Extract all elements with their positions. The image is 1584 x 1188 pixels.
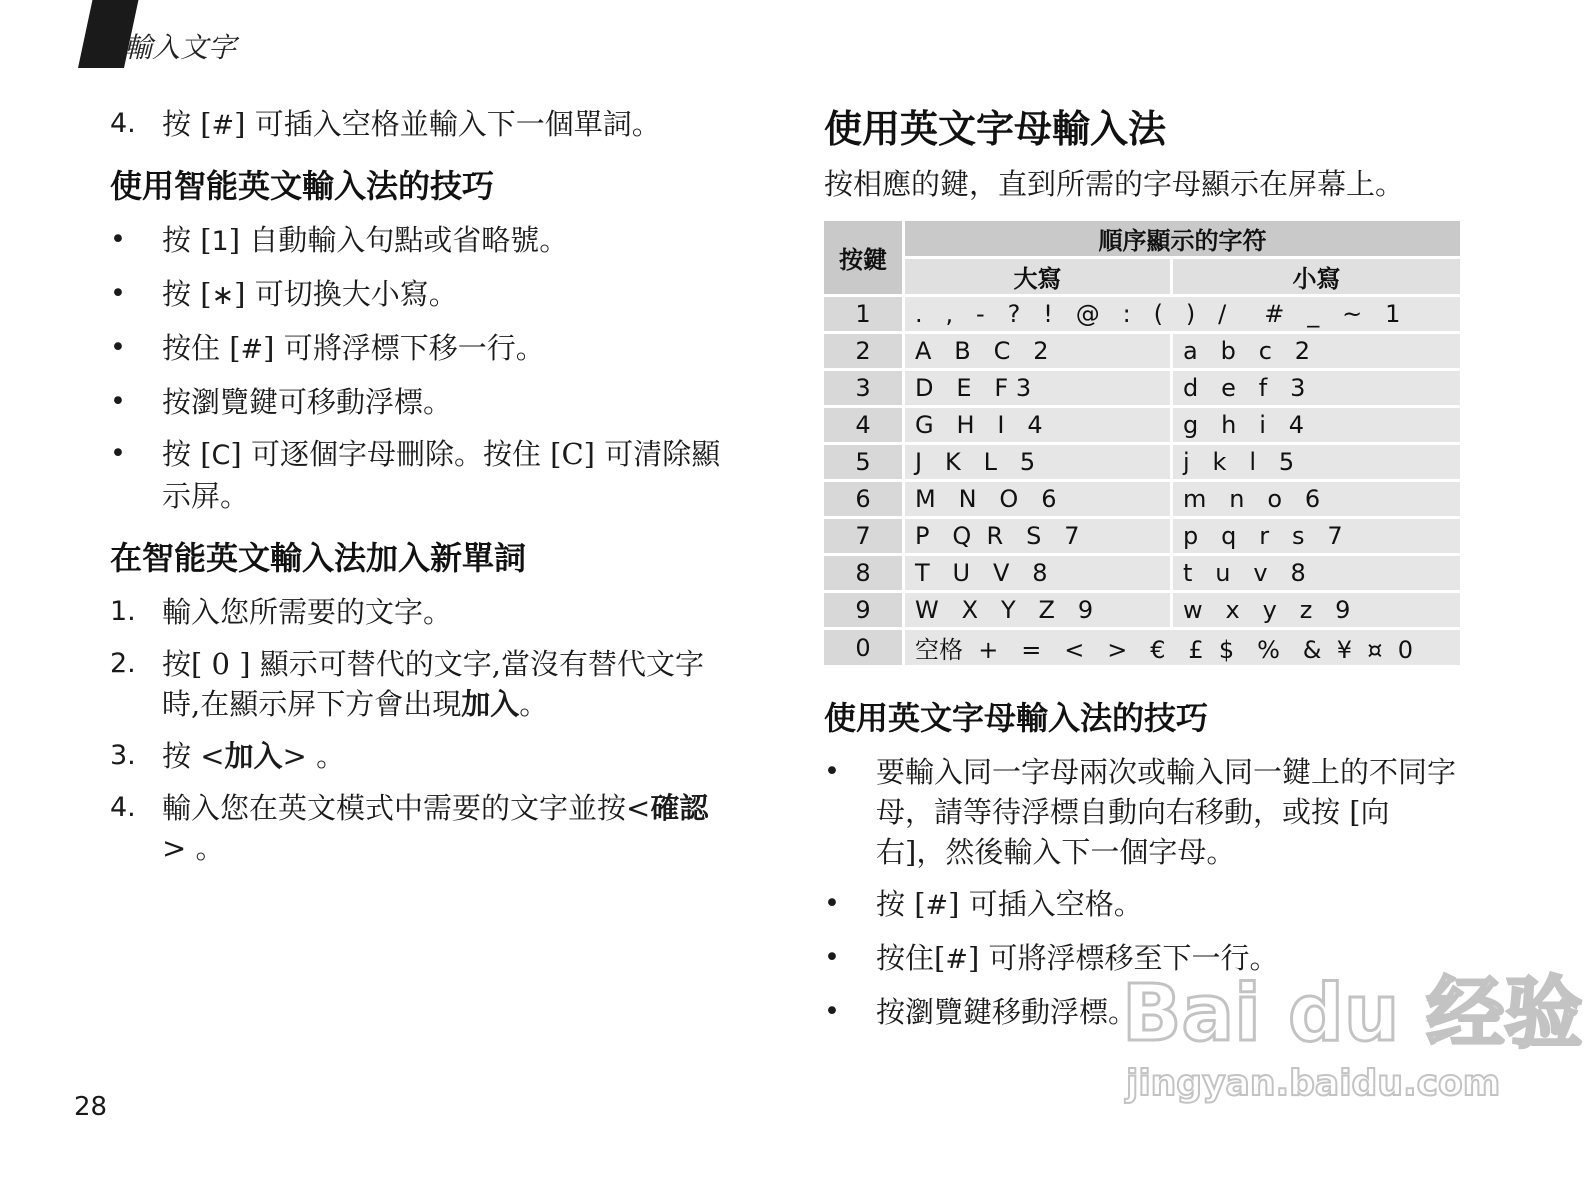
- section-title: 使用英文字母輸入法: [824, 107, 1167, 151]
- table-header-upper: 大寫: [905, 259, 1170, 294]
- step-number: 3.: [110, 740, 136, 771]
- lower-cell: m n o 6: [1173, 482, 1460, 516]
- tip-text: 按 [: [162, 223, 212, 257]
- table-row: [824, 630, 1460, 665]
- step-item: [110, 644, 742, 724]
- key-cell: 2: [824, 334, 902, 368]
- table-row: [824, 445, 1460, 479]
- tip-text: ] 自動輸入句點或省略號。: [228, 223, 569, 257]
- key-label: #: [240, 334, 264, 365]
- upper-cell: D E F 3: [905, 371, 1170, 405]
- list-item: [824, 938, 1474, 980]
- tip-text: ] 可將浮標下移一行。: [263, 331, 545, 365]
- list-item: [110, 382, 760, 422]
- table-header-key: 按鍵: [824, 221, 902, 294]
- key-label: 1: [211, 226, 229, 257]
- upper-cell: T U V 8: [905, 556, 1170, 590]
- watermark-brand: Bai du 经验: [1122, 969, 1583, 1059]
- step-number: 2.: [110, 648, 136, 679]
- key-cell: 8: [824, 556, 902, 590]
- table-row: [824, 556, 1460, 590]
- list-item: [824, 884, 1474, 926]
- upper-cell: G H I 4: [905, 408, 1170, 442]
- tip-text: ] 可將浮標移至下一行。: [967, 941, 1279, 975]
- upper-cell: . , - ? ! @ : ( ) / # _ ~ 1: [905, 297, 1460, 331]
- step-item: [110, 104, 760, 146]
- step-number: 4.: [110, 108, 136, 139]
- list-item: [110, 434, 722, 516]
- tip-text: 要輸入同一字母兩次或輸入同一鍵上的不同字母，請等待浮標自動向右移動，或按 [向右]，然後輸入下一個字母。: [876, 755, 1457, 869]
- intro-text: 按相應的鍵，直到所需的字母顯示在屏幕上。: [824, 167, 1405, 201]
- key-cell: 5: [824, 445, 902, 479]
- key-cell: 6: [824, 482, 902, 516]
- section-title: 使用英文字母輸入法的技巧: [824, 699, 1209, 737]
- bullet-icon: •: [110, 332, 126, 363]
- upper-cell: W X Y Z 9: [905, 593, 1170, 627]
- key-cell: 7: [824, 519, 902, 553]
- step-bold-text: 確認: [650, 791, 709, 825]
- list-item: [110, 220, 760, 262]
- step-text: 按 <: [162, 739, 225, 773]
- tip-text: 按瀏覽鍵可移動浮標。: [162, 385, 453, 419]
- lower-cell: g h i 4: [1173, 408, 1460, 442]
- step-text: 按 [: [162, 107, 212, 141]
- table-header-group: 順序顯示的字符: [905, 221, 1460, 256]
- key-label: #: [211, 110, 235, 141]
- bullet-icon: •: [824, 942, 840, 973]
- right-column: [824, 104, 1474, 1032]
- page-number: 28: [74, 1092, 108, 1122]
- watermark-url: jingyan.baidu.com: [1126, 1063, 1501, 1104]
- list-item: [110, 328, 760, 370]
- table-row: [824, 371, 1460, 405]
- upper-cell: 空格 + = < > € £ $ % & ¥ ¤ 0: [905, 630, 1460, 665]
- step-text: 。: [519, 687, 549, 721]
- step-item: [110, 736, 760, 776]
- table-row: [824, 593, 1460, 627]
- tip-text: 按 [: [162, 277, 212, 311]
- step-text: ] 可插入空格並輸入下一個單詞。: [234, 107, 661, 141]
- key-label: #: [925, 890, 949, 921]
- running-header: 輸入文字: [124, 31, 237, 64]
- tip-text: ] 可切換大小寫。: [234, 277, 458, 311]
- tip-text: ] 可逐個字母刪除。按住 [C] 可清除顯示屏。: [162, 437, 721, 513]
- step-bold-text: 加入: [461, 687, 520, 721]
- table-row: [824, 482, 1460, 516]
- step-text: > 。: [162, 831, 225, 865]
- tips-list: [110, 220, 760, 516]
- upper-cell: J K L 5: [905, 445, 1170, 479]
- step-item: [110, 592, 760, 632]
- step-number: 4.: [110, 792, 136, 823]
- left-column: [110, 104, 760, 868]
- list-item: [110, 274, 760, 316]
- lower-cell: w x y z 9: [1173, 593, 1460, 627]
- list-item: [824, 992, 1474, 1032]
- section-title: 在智能英文輸入法加入新單詞: [110, 539, 527, 577]
- step-text: 輸入您所需要的文字。: [162, 595, 453, 629]
- tip-text: 按瀏覽鍵移動浮標。: [876, 995, 1138, 1029]
- key-cell: 1: [824, 297, 902, 331]
- bullet-icon: •: [824, 888, 840, 919]
- bullet-icon: •: [110, 224, 126, 255]
- step-number: 1.: [110, 596, 136, 627]
- table-row: [824, 297, 1460, 331]
- key-label: C: [211, 440, 231, 471]
- upper-cell: M N O 6: [905, 482, 1170, 516]
- bullet-icon: •: [824, 996, 840, 1027]
- character-table: [821, 218, 1463, 668]
- bullet-icon: •: [824, 756, 840, 787]
- lower-cell: p q r s 7: [1173, 519, 1460, 553]
- key-cell: 0: [824, 630, 902, 665]
- lower-cell: t u v 8: [1173, 556, 1460, 590]
- tips-list: [824, 752, 1474, 1032]
- bullet-icon: •: [110, 278, 126, 309]
- table-row: [824, 408, 1460, 442]
- tip-text: 按 [: [162, 437, 212, 471]
- table-row: [824, 519, 1460, 553]
- key-label: ∗: [211, 280, 235, 311]
- key-cell: 4: [824, 408, 902, 442]
- upper-cell: P Q R S 7: [905, 519, 1170, 553]
- section-title: 使用智能英文輸入法的技巧: [110, 167, 495, 205]
- tip-text: ] 可插入空格。: [948, 887, 1143, 921]
- tip-text: 按住 [: [162, 331, 241, 365]
- lower-cell: a b c 2: [1173, 334, 1460, 368]
- steps-list: [110, 592, 760, 868]
- bullet-icon: •: [110, 438, 126, 469]
- upper-cell: A B C 2: [905, 334, 1170, 368]
- tip-text: 按住[: [876, 941, 946, 975]
- table-row: [824, 334, 1460, 368]
- step-item: [110, 788, 722, 868]
- step-bold-text: 加入: [224, 739, 283, 773]
- step-text: 輸入您在英文模式中需要的文字並按<: [162, 791, 651, 825]
- key-label: #: [945, 944, 968, 975]
- key-cell: 3: [824, 371, 902, 405]
- step-text: 按[ 0 ] 顯示可替代的文字,當沒有替代文字時,在顯示屏下方會出現: [162, 647, 704, 721]
- lower-cell: j k l 5: [1173, 445, 1460, 479]
- bullet-icon: •: [110, 386, 126, 417]
- key-cell: 9: [824, 593, 902, 627]
- tip-text: 按 [: [876, 887, 926, 921]
- table-header-lower: 小寫: [1173, 259, 1460, 294]
- list-item: [824, 752, 1456, 872]
- lower-cell: d e f 3: [1173, 371, 1460, 405]
- step-text: > 。: [282, 739, 346, 773]
